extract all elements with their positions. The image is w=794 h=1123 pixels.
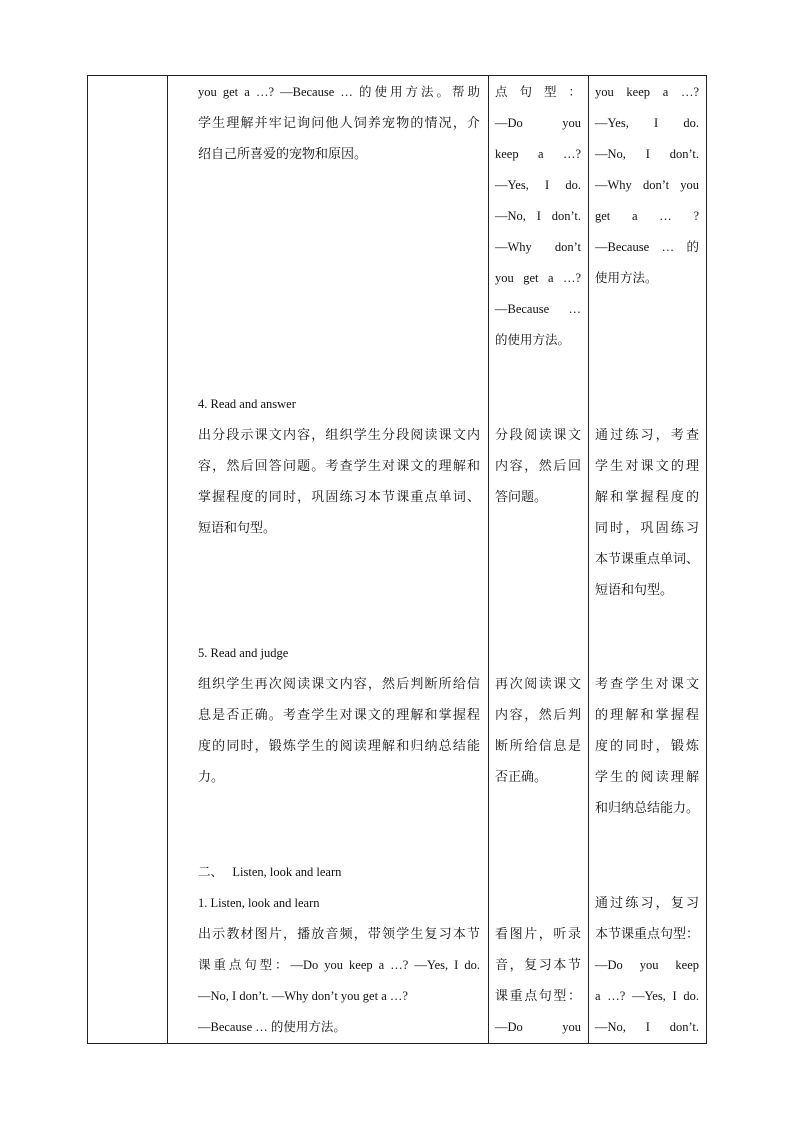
column-divider-1: [167, 76, 168, 1043]
text-line: 的使用方法。: [495, 333, 571, 347]
text-line: 通过练习，考查: [595, 428, 699, 443]
text-line: —Because … 的使用方法。: [198, 1020, 346, 1034]
text-line: 解和掌握程度的: [595, 490, 699, 505]
text-line: —Do you keep: [595, 958, 699, 972]
text-line: 考查学生对课文: [595, 677, 699, 692]
text-line: 息是否正确。考查学生对课文的理解和掌握程: [198, 708, 480, 723]
text-line: 分段阅读课文: [495, 428, 581, 443]
part-title: 二、 Listen, look and learn: [198, 865, 342, 879]
section-title: 4. Read and answer: [198, 397, 296, 411]
text-line: —No, I don’t.: [595, 1020, 699, 1034]
text-line: 容，然后回答问题。考查学生对课文的理解和: [198, 459, 480, 474]
text-line: 力。: [198, 770, 225, 785]
text-line: 学生理解并牢记询问他人饲养宠物的情况，介: [198, 116, 480, 131]
column-divider-2: [488, 76, 489, 1043]
text-line: 课重点句型：—Do you keep a …? —Yes, I do.: [198, 958, 480, 972]
text-line: —Do you: [495, 1020, 581, 1034]
text-line: —No, I don’t.: [495, 209, 581, 223]
text-line: 点 句 型 ：: [495, 85, 581, 99]
text-line: —No, I don’t.: [595, 147, 699, 161]
text-line: keep a …?: [495, 147, 581, 161]
text-line: 短语和句型。: [595, 583, 674, 598]
text-line: 看图片，听录: [495, 927, 581, 942]
text-line: 本节课重点句型：: [595, 927, 700, 942]
text-line: —Do you: [495, 116, 581, 130]
text-line: 音，复习本节: [495, 958, 581, 973]
text-line: 掌握程度的同时，巩固练习本节课重点单词、: [198, 490, 480, 505]
text-line: —Because … 的: [595, 240, 699, 254]
section-title: 5. Read and judge: [198, 646, 289, 660]
text-line: —Yes, I do.: [495, 178, 581, 192]
text-line: a …? —Yes, I do.: [595, 989, 699, 1003]
text-line: 否正确。: [495, 770, 548, 785]
text-line: 度的同时，锻炼学生的阅读理解和归纳总结能: [198, 739, 480, 754]
text-line: 断所给信息是: [495, 739, 581, 754]
text-line: 答问题。: [495, 490, 548, 505]
text-line: 学生对课文的理: [595, 459, 699, 474]
text-line: you get a …? —Because … 的使用方法。帮助: [198, 85, 480, 99]
column-divider-3: [588, 76, 589, 1043]
text-line: 组织学生再次阅读课文内容，然后判断所给信: [198, 677, 480, 692]
text-line: you keep a …?: [595, 85, 699, 99]
text-line: 出示教材图片，播放音频，带领学生复习本节: [198, 927, 480, 942]
text-line: 再次阅读课文: [495, 677, 581, 692]
text-line: get a … ?: [595, 209, 699, 223]
section-title: 1. Listen, look and learn: [198, 896, 320, 910]
text-line: 通过练习，复习: [595, 896, 699, 911]
text-line: 内容，然后判: [495, 708, 581, 723]
text-line: —Why don’t: [495, 240, 581, 254]
text-line: 出分段示课文内容，组织学生分段阅读课文内: [198, 428, 480, 443]
text-line: 学生的阅读理解: [595, 770, 699, 785]
text-line: 课重点句型：: [495, 989, 581, 1004]
text-line: —Why don’t you: [595, 178, 699, 192]
text-line: 度的同时，锻炼: [595, 739, 699, 754]
text-line: 内容，然后回: [495, 459, 581, 474]
text-line: 绍自己所喜爱的宠物和原因。: [198, 147, 368, 162]
text-line: 同时，巩固练习: [595, 521, 699, 536]
text-line: 短语和句型。: [198, 521, 277, 536]
text-line: —Yes, I do.: [595, 116, 699, 130]
text-line: —Because …: [495, 302, 581, 316]
text-line: you get a …?: [495, 271, 581, 285]
text-line: 本节课重点单词、: [595, 552, 700, 567]
text-line: —No, I don’t. —Why don’t you get a …?: [198, 989, 408, 1003]
text-line: 的理解和掌握程: [595, 708, 699, 723]
text-line: 使用方法。: [595, 271, 658, 285]
text-line: 和归纳总结能力。: [595, 801, 700, 816]
